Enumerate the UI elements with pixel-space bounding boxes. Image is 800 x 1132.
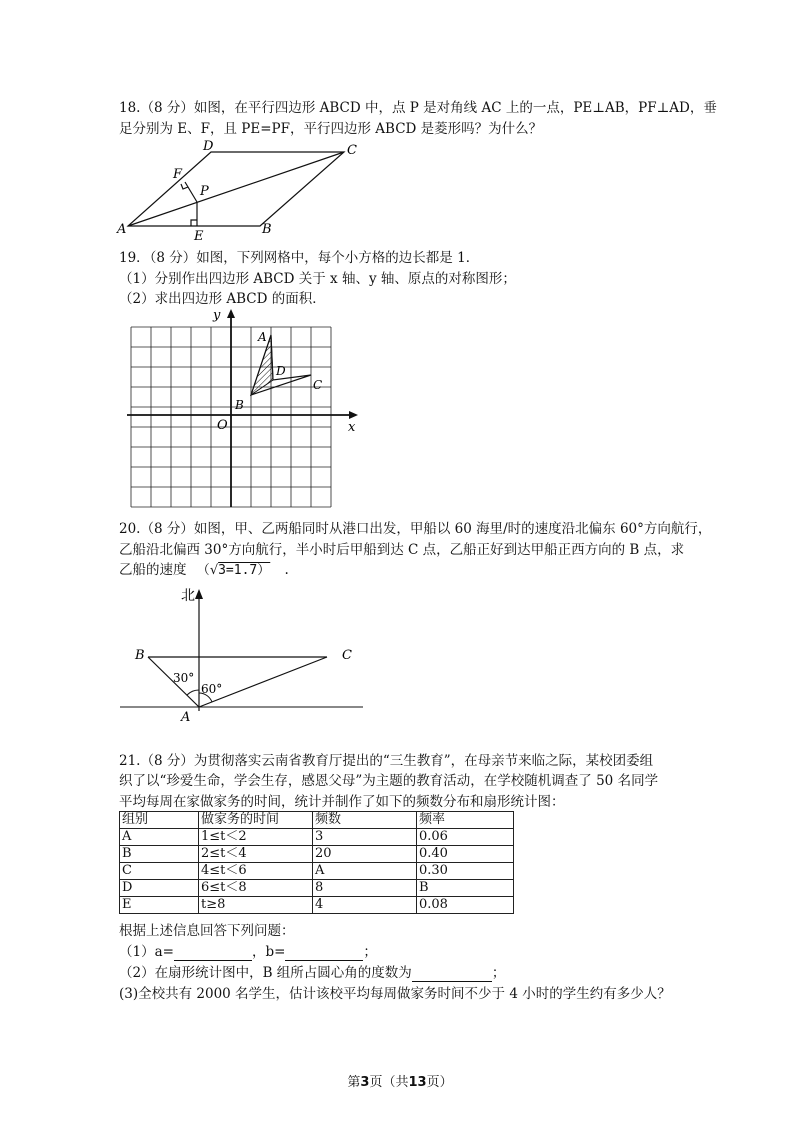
x-axis-arrow xyxy=(349,411,358,419)
y-axis-arrow xyxy=(227,309,235,318)
page-footer xyxy=(0,1071,800,1090)
header-time: 做家务的时间 xyxy=(199,812,313,829)
label-point-c: C xyxy=(313,378,323,392)
q1-end: ； xyxy=(363,944,377,960)
q21-text-line2: 织了以“珍爱生命，学会生存，感恩父母”为主题的教育活动，在学校随机调查了 50 名同学 xyxy=(119,773,659,789)
cell-group: E xyxy=(120,897,199,914)
answer-blank-b[interactable] xyxy=(285,946,363,961)
footer-middle: 页（共 xyxy=(369,1075,409,1090)
cell-count: 4 xyxy=(313,897,417,914)
q20-line3-text: 乙船的速度 xyxy=(119,562,187,578)
cell-time: 6≤t＜8 xyxy=(199,880,313,897)
q1-b-label: ，b= xyxy=(251,944,286,960)
q18-parallelogram-figure xyxy=(115,138,375,244)
segment-pf xyxy=(185,182,197,202)
label-c: C xyxy=(342,648,352,663)
q2-label: （2）在扇形统计图中，B 组所占圆心角的度数为 xyxy=(119,965,412,981)
sqrt-formula-value: 3=1.7） xyxy=(218,563,271,578)
label-angle-60: 60° xyxy=(201,682,223,696)
north-arrow xyxy=(195,589,203,599)
q18-text-line1: 18.（8 分）如图，在平行四边形 ABCD 中，点 P 是对角线 AC 上的一点，PE⊥AB，PF⊥AD，垂 xyxy=(119,100,717,116)
header-count: 频数 xyxy=(313,812,417,829)
label-origin: O xyxy=(217,418,228,433)
q1-a-label: （1）a= xyxy=(119,944,174,960)
q20-line3-end: . xyxy=(284,562,289,578)
q20-text-line3 xyxy=(119,561,289,580)
q19-grid-figure xyxy=(125,305,365,510)
q21-after-table-text: 根据上述信息回答下列问题： xyxy=(119,923,295,939)
q20-text-line2: 乙船沿北偏西 30°方向航行，半小时后甲船到达 C 点，乙船正好到达甲船正西方向的 B 点，求 xyxy=(119,542,685,558)
cell-group: A xyxy=(120,829,199,846)
footer-suffix: 页） xyxy=(426,1075,453,1090)
label-point-d: D xyxy=(276,364,286,378)
cell-frequency: B xyxy=(417,880,514,897)
sqrt-formula: （√3=1.7） xyxy=(196,563,271,578)
label-north: 北 xyxy=(181,588,195,604)
q19-text-line3: （2）求出四边形 ABCD 的面积． xyxy=(119,291,326,307)
cell-frequency: 0.08 xyxy=(417,897,514,914)
label-a: A xyxy=(181,710,191,725)
table-row xyxy=(120,829,514,846)
cell-time: 4≤t＜6 xyxy=(199,863,313,880)
total-pages: 13 xyxy=(408,1075,427,1090)
label-b: B xyxy=(262,222,272,237)
label-d: D xyxy=(203,139,214,154)
diagonal-ac xyxy=(128,152,344,226)
q21-question3: (3)全校共有 2000 名学生，估计该校平均每周做家务时间不少于 4 小时的学生约有多少人？ xyxy=(119,986,671,1002)
q2-end: ； xyxy=(491,965,506,981)
label-a: A xyxy=(117,222,127,237)
q20-ships-figure xyxy=(115,585,385,725)
q20-text-line1: 20.（8 分）如图，甲、乙两船同时从港口出发，甲船以 60 海里/时的速度沿北偏东 60°方向航行， xyxy=(119,521,712,537)
right-angle-e xyxy=(191,220,197,226)
header-frequency: 频率 xyxy=(417,812,514,829)
cell-group: C xyxy=(120,863,199,880)
answer-blank-a[interactable] xyxy=(174,946,252,961)
cell-group: B xyxy=(120,846,199,863)
cell-group: D xyxy=(120,880,199,897)
label-c: C xyxy=(347,143,357,158)
current-page-number: 3 xyxy=(360,1075,370,1090)
label-b: B xyxy=(135,648,145,663)
label-e: E xyxy=(194,229,204,244)
cell-time: 2≤t＜4 xyxy=(199,846,313,863)
cell-frequency: 0.30 xyxy=(417,863,514,880)
table-row xyxy=(120,863,514,880)
header-group: 组别 xyxy=(120,812,199,829)
answer-blank-angle[interactable] xyxy=(412,967,492,982)
frequency-table xyxy=(119,811,514,914)
label-point-a: A xyxy=(258,330,267,344)
label-point-b: B xyxy=(235,398,244,412)
label-f: F xyxy=(173,167,183,182)
label-x-axis: x xyxy=(348,420,356,435)
q21-question2 xyxy=(119,964,505,982)
q21-text-line3: 平均每周在家做家务的时间，统计并制作了如下的频数分布和扇形统计图： xyxy=(119,794,565,810)
label-p: P xyxy=(200,184,209,199)
cell-count: A xyxy=(313,863,417,880)
cell-count: 3 xyxy=(313,829,417,846)
q19-text-line1: 19．（8 分）如图，下列网格中，每个小方格的边长都是 1． xyxy=(119,250,480,266)
table-header-row xyxy=(120,812,514,829)
q21-text-line1: 21.（8 分）为贯彻落实云南省教育厅提出的“三生教育”，在母亲节来临之际，某校团委组 xyxy=(119,753,654,769)
q18-text-line2: 足分别为 E、F，且 PE=PF，平行四边形 ABCD 是菱形吗？为什么？ xyxy=(119,121,543,137)
label-y-axis: y xyxy=(213,308,221,323)
cell-count: 8 xyxy=(313,880,417,897)
table-row xyxy=(120,880,514,897)
table-row xyxy=(120,846,514,863)
cell-time: t≥8 xyxy=(199,897,313,914)
footer-prefix: 第 xyxy=(347,1075,361,1090)
angle-arc-30 xyxy=(187,690,199,695)
cell-count: 20 xyxy=(313,846,417,863)
cell-frequency: 0.40 xyxy=(417,846,514,863)
label-angle-30: 30° xyxy=(173,671,195,685)
table-row xyxy=(120,897,514,914)
q21-question1 xyxy=(119,943,377,961)
q19-text-line2: （1）分别作出四边形 ABCD 关于 x 轴、y 轴、原点的对称图形； xyxy=(119,271,516,287)
cell-time: 1≤t＜2 xyxy=(199,829,313,846)
cell-frequency: 0.06 xyxy=(417,829,514,846)
